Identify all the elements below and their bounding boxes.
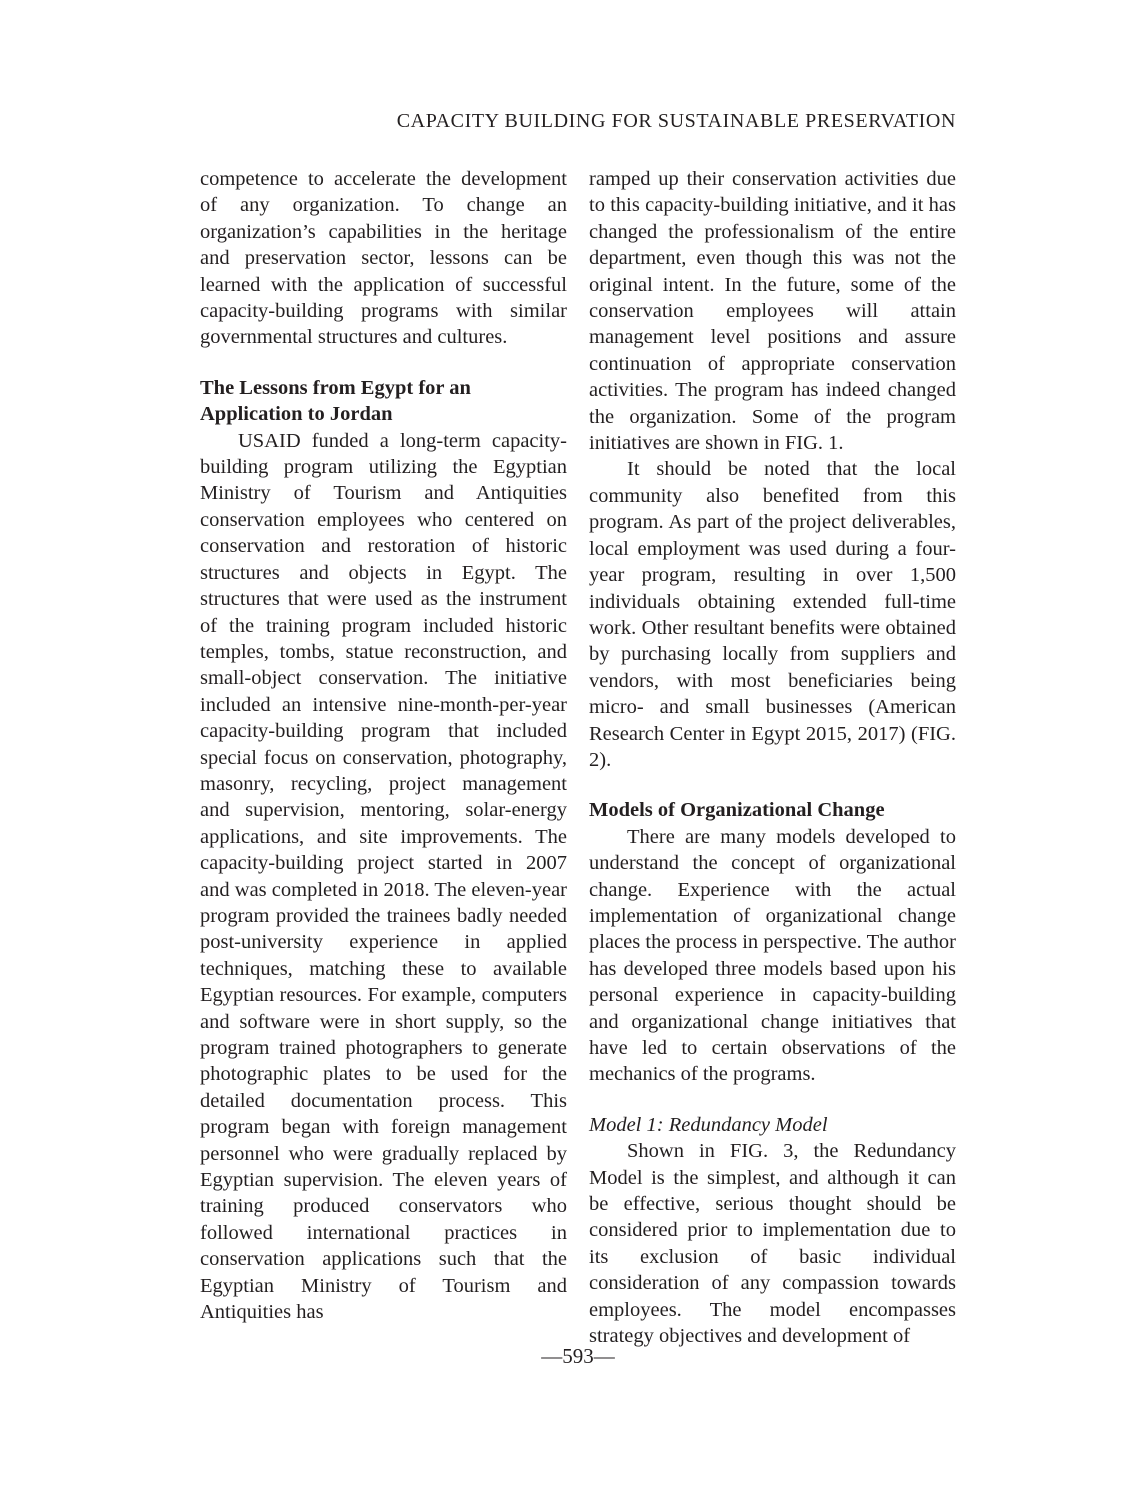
- subsection-heading-redundancy-model: Model 1: Redundancy Model: [589, 1113, 828, 1136]
- running-header: CAPACITY BUILDING FOR SUSTAINABLE PRESERVATION: [396, 110, 956, 132]
- paragraph-redundancy-model: Shown in FIG. 3, the Redundancy Model is the simplest, and although it can be effective, serious thought should be considered prior to implementation due to its exclusion of basic individual consideration of any compassion towards employees. The model encompasses strategy objectives and development of: [589, 1140, 956, 1348]
- text-columns: [200, 166, 956, 1349]
- right-column: [589, 166, 956, 1349]
- section-heading-lessons-from-egypt: The Lessons from Egypt for an Application to Jordan: [200, 376, 471, 426]
- paragraph-many-models: There are many models developed to understand the concept of organizational change. Experience with the actual implementation of organizational change places the process in perspective. The author has developed three models based upon his personal experience in capacity-building and organizational change initiatives that have led to certain observations of the mechanics of the programs.: [589, 825, 956, 1086]
- paragraph-continuation: ramped up their conservation activities due to this capacity-building initiative, and it has changed the professionalism of the entire department, even though this was not the original intent. In the future, some of the conservation employees will attain management level positions and assure continuation of appropriate conservation activities. The program has indeed changed the organization. Some of the program initiatives are shown in FIG. 1.: [589, 168, 956, 455]
- page-number: —593—: [541, 1344, 615, 1368]
- left-column: [200, 166, 567, 1349]
- paragraph-continuation: competence to accelerate the development of any organization. To change an organization’s capabilities in the heritage and preservation sector, lessons can be learned with the application of successful capacity-building programs with similar governmental structures and cultures.: [200, 168, 567, 349]
- section-heading-models-of-change: Models of Organizational Change: [589, 799, 885, 822]
- paragraph-local-community: It should be noted that the local community also benefited from this program. As part of the project deliverables, local employment was used during a four-year program, resulting in over 1,500 individuals obtaining extended full-time work. Other resultant benefits were obtained by purchasing locally from suppliers and vendors, with most beneficiaries being micro- and small businesses (American Research Center in Egypt 2015, 2017) (FIG. 2).: [589, 458, 956, 771]
- paragraph-usaid-program: USAID funded a long-term capacity-building program utilizing the Egyptian Ministry of Tourism and Antiquities conservation employees who centered on conservation and restoration of historic structures and objects in Egypt. The structures that were used as the instrument of the training program included historic temples, tombs, statue reconstruction, and small-object conservation. The initiative included an intensive nine-month-per-year capacity-building program that included special focus on conservation, photography, masonry, recycling, project management and supervision, mentoring, solar-energy applications, and site improvements. The capacity-building project started in 2007 and was completed in 2018. The eleven-year program provided the trainees badly needed post-university experience in applied techniques, matching these to available Egyptian resources. For example, computers and software were in short supply, so the program trained photographers to generate photographic plates to be used for the detailed documentation process. This program began with foreign management personnel who were gradually replaced by Egyptian supervision. The eleven years of training produced conservators who followed international practices in conservation applications such that the Egyptian Ministry of Tourism and Antiquities has: [200, 429, 567, 1324]
